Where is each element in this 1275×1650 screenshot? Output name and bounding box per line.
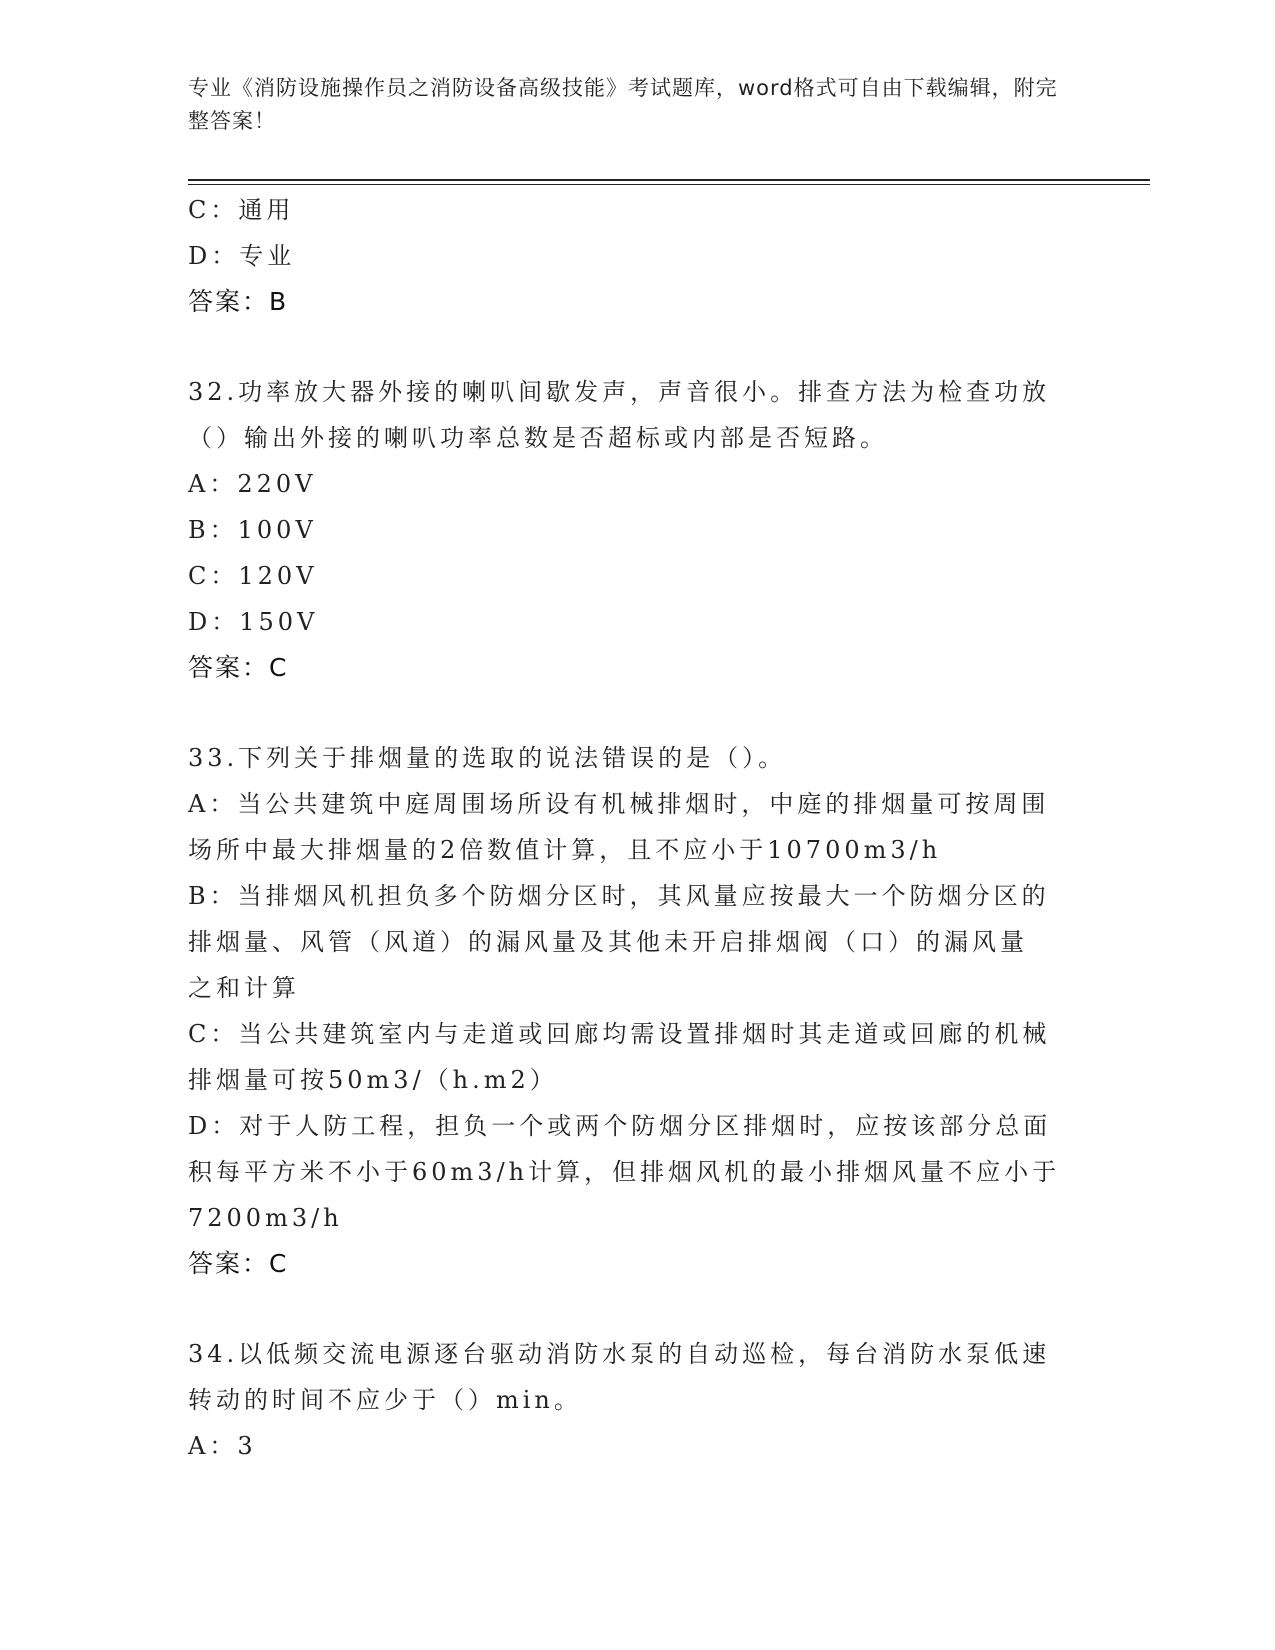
option-b: B：100V	[188, 516, 317, 544]
option-d-cont: 7200m3/h	[188, 1204, 343, 1232]
question-32-stem: 32.功率放大器外接的喇叭间歇发声，声音很小。排查方法为检查功放	[188, 378, 1051, 406]
option-d: D：专业	[188, 242, 296, 270]
answer-label: 答案：B	[188, 287, 289, 316]
option-d: D：150V	[188, 608, 319, 636]
option-c: C：通用	[188, 196, 295, 224]
question-32-stem-cont: （）输出外接的喇叭功率总数是否超标或内部是否短路。	[188, 424, 888, 452]
option-a-cont: 场所中最大排烟量的2倍数值计算，且不应小于10700m3/h	[188, 836, 942, 864]
question-list	[188, 187, 1088, 1469]
option-d: D：对于人防工程，担负一个或两个防烟分区排烟时，应按该部分总面	[188, 1112, 1052, 1140]
option-b-cont: 之和计算	[188, 974, 300, 1002]
answer-label: 答案：C	[188, 653, 289, 682]
option-c: C：120V	[188, 562, 318, 590]
question-34-stem-cont: 转动的时间不应少于（）min。	[188, 1386, 582, 1414]
option-c: C：当公共建筑室内与走道或回廊均需设置排烟时其走道或回廊的机械	[188, 1020, 1051, 1048]
question-33-stem: 33.下列关于排烟量的选取的说法错误的是（）。	[188, 744, 787, 772]
option-b: B：当排烟风机担负多个防烟分区时，其风量应按最大一个防烟分区的	[188, 882, 1050, 910]
document-header: 专业《消防设施操作员之消防设备高级技能》考试题库，word格式可自由下载编辑，附完整答案！	[188, 76, 1058, 133]
answer-label: 答案：C	[188, 1249, 289, 1278]
option-b-cont: 排烟量、风管（风道）的漏风量及其他未开启排烟阀（口）的漏风量	[188, 928, 1028, 956]
question-34-stem: 34.以低频交流电源逐台驱动消防水泵的自动巡检，每台消防水泵低速	[188, 1340, 1051, 1368]
option-a: A：当公共建筑中庭周围场所设有机械排烟时，中庭的排烟量可按周围	[188, 790, 1050, 818]
header-rule	[188, 179, 1150, 181]
option-a: A：3	[188, 1432, 257, 1460]
header-rule-thin	[188, 184, 1150, 185]
option-a: A：220V	[188, 470, 317, 498]
option-c-cont: 排烟量可按50m3/（h.m2）	[188, 1066, 558, 1094]
option-d-cont: 积每平方米不小于60m3/h计算，但排烟风机的最小排烟风量不应小于	[188, 1158, 1061, 1186]
